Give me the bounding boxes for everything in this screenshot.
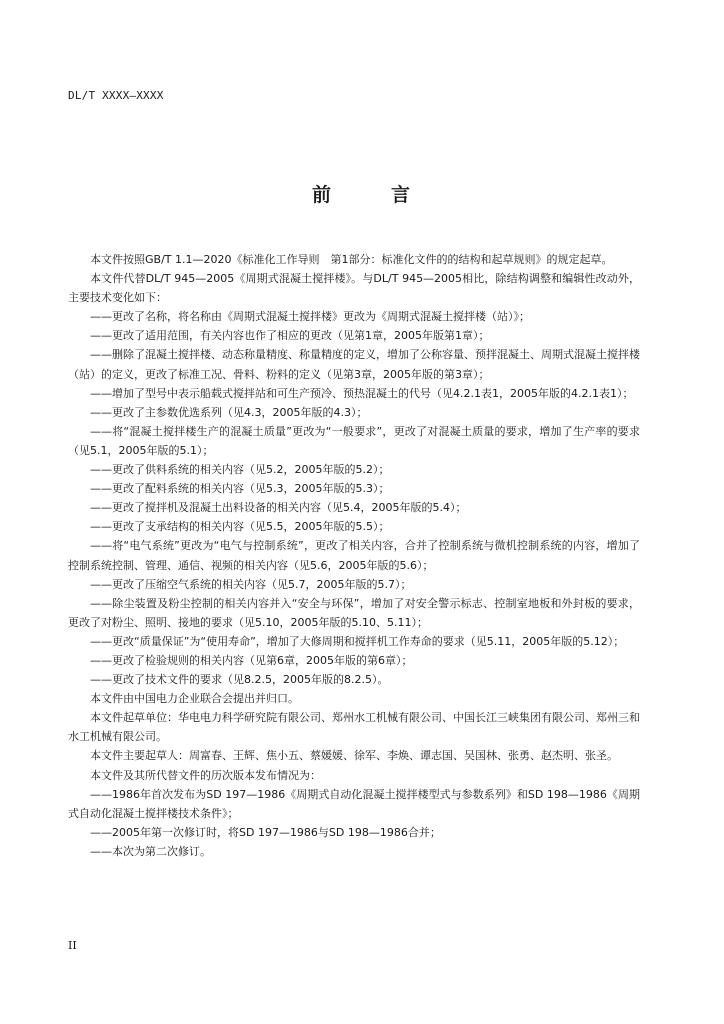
paragraph-proposer: 本文件由中国电力企业联合会提出并归口。 [90,692,299,706]
change-item: ——除尘装置及粉尘控制的相关内容并入“安全与环保”，增加了对安全警示标志、控制室地板和外封板的要求，更改了对粉尘、照明、接地的要求（见5.10，2005年版的5.10、5.11）； [68,596,640,629]
change-item: ——更改了搅拌机及混凝土出料设备的相关内容（见5.4，2005年版的5.4）； [90,501,467,515]
change-item: ——更改了压缩空气系统的相关内容（见5.7，2005年版的5.7）； [90,577,412,591]
page-title [0,180,724,207]
change-item: ——删除了混凝土搅拌楼、动态称量精度、称量精度的定义，增加了公称容量、预拌混凝土、周期式混凝土搅拌楼（站）的定义，更改了标准工况、骨料、粉料的定义（见第3章，2005年版的第3章）； [68,348,640,381]
paragraph-history-intro: 本文件及其所代替文件的历次版本发布情况为： [90,768,321,782]
change-item: ——更改了配料系统的相关内容（见5.3，2005年版的5.3）； [90,482,390,496]
history-item: ——本次为第二次修订。 [90,844,211,858]
change-item: ——更改了技术文件的要求（见8.2.5，2005年版的8.2.5）。 [90,673,389,687]
history-item: ——1986年首次发布为SD 197—1986《周期式自动化混凝土搅拌楼型式与参数系列》和SD 198—1986《周期式自动化混凝土搅拌楼技术条件》； [68,787,640,820]
history-item: ——2005年第一次修订时，将SD 197—1986与SD 198—1986合并； [90,825,441,839]
change-item: ——将“混凝土搅拌楼生产的混凝土质量”更改为“一般要求”，更改了对混凝土质量的要求，增加了生产率的要求（见5.1，2005年版的5.1）； [68,424,640,457]
paragraph-drafters: 本文件主要起草人：周富春、王辉、焦小五、蔡媛媛、徐军、李焕、谭志国、吴国林、张勇、赵杰明、张圣。 [90,749,618,763]
change-item: ——更改了支承结构的相关内容（见5.5，2005年版的5.5）； [90,520,390,534]
change-item: ——增加了型号中表示船载式搅拌站和可生产预冷、预热混凝土的代号（见4.2.1表1，2005年版的4.2.1表1）； [90,386,634,400]
change-item: ——更改了适用范围，有关内容也作了相应的更改（见第1章，2005年版第1章）； [90,329,490,343]
page-title-char-1: 前 [311,184,333,206]
change-item: ——更改了主参数优选系列（见4.3，2005年版的4.3）； [90,405,368,419]
document-code: DL/T XXXX—XXXX [68,89,164,102]
change-item: ——更改“质量保证”为“使用寿命”，增加了大修周期和搅拌机工作寿命的要求（见5.11，2005年版的5.12）； [90,634,625,648]
paragraph-replaces: 本文件代替DL/T 945—2005《周期式混凝土搅拌楼》。与DL/T 945—2005相比，除结构调整和编辑性改动外，主要技术变化如下： [68,272,640,305]
change-item: ——更改了检验规则的相关内容（见第6章，2005年版的第6章）； [90,653,413,667]
page-number: II [68,939,77,952]
foreword-body [68,250,640,861]
paragraph-drafting-rule: 本文件按照GB/T 1.1—2020《标准化工作导则 第1部分：标准化文件的的结构和起草规则》的规定起草。 [90,253,613,266]
paragraph-drafting-units: 本文件起草单位：华电电力科学研究院有限公司、郑州水工机械有限公司、中国长江三峡集团有限公司、郑州三和水工机械有限公司。 [68,711,640,744]
change-item: ——更改了名称，将名称由《周期式混凝土搅拌楼》更改为《周期式混凝土搅拌楼（站）》； [90,310,530,324]
page-title-char-2: 言 [391,184,413,206]
change-item: ——将“电气系统”更改为“电气与控制系统”，更改了相关内容，合并了控制系统与微机控制系统的内容，增加了控制系统控制、管理、通信、视频的相关内容（见5.6，2005年版的5.6）； [68,539,640,572]
change-item: ——更改了供料系统的相关内容（见5.2，2005年版的5.2）； [90,463,390,477]
